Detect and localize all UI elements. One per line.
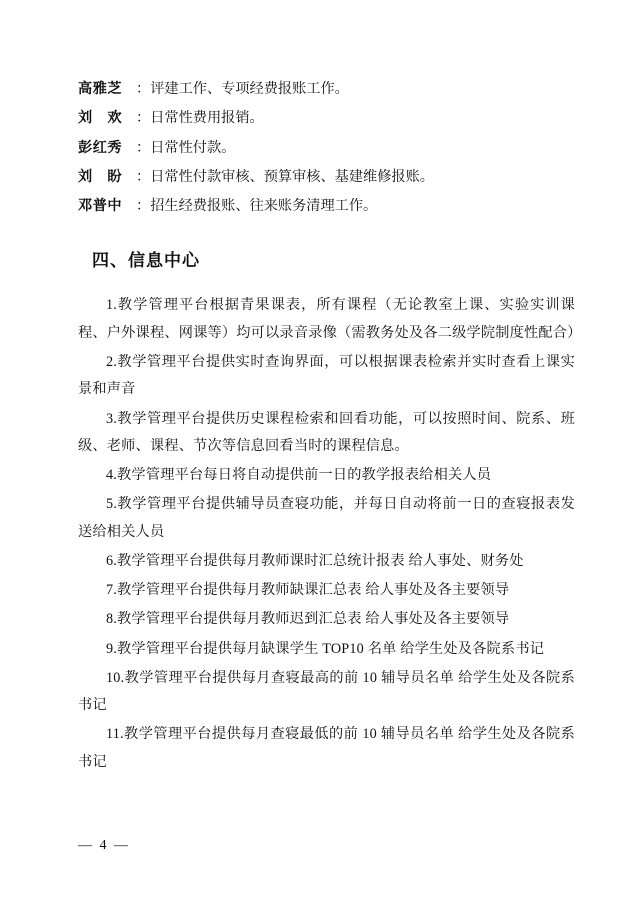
- list-item: 4.教学管理平台每日将自动提供前一日的教学报表给相关人员: [106, 467, 492, 484]
- staff-separator: ：: [136, 139, 151, 156]
- list-item: 9.教学管理平台提供每月缺课学生 TOP10 名单 给学生处及各院系书记: [106, 640, 545, 657]
- staff-separator: ：: [136, 198, 151, 215]
- list-item: 5.教学管理平台提供辅导员查寝功能，并每日自动将前一日的查寝报表发送给相关人员: [78, 496, 575, 540]
- document-body: [78, 76, 582, 776]
- list-item: 1.教学管理平台根据青果课表，所有课程（无论教室上课、实验实训课程、户外课程、网课等）均可以录音录像（需教务处及各二级学院制度性配合）: [78, 297, 582, 341]
- list-item: 8.教学管理平台提供每月教师迟到汇总表 给人事处及各主要领导: [106, 611, 510, 628]
- staff-entry: [78, 164, 575, 190]
- list-item: 3.教学管理平台提供历史课程检索和回看功能，可以按照时间、院系、班级、老师、课程、节次等信息回看当时的课程信息。: [78, 410, 575, 454]
- staff-name: 邓普中: [78, 198, 123, 215]
- staff-entry: [78, 76, 575, 102]
- staff-name: 刘 欢: [78, 110, 123, 127]
- staff-duties: 日常性费用报销。: [150, 110, 264, 127]
- list-item: 11.教学管理平台提供每月查寝最低的前 10 辅导员名单 给学生处及各院系书记: [78, 726, 575, 770]
- section-heading: 四、信息中心: [92, 251, 200, 272]
- list-item: 7.教学管理平台提供每月教师缺课汇总表 给人事处及各主要领导: [106, 582, 510, 599]
- staff-entry: [78, 135, 575, 161]
- staff-duties: 招生经费报账、往来账务清理工作。: [150, 198, 378, 215]
- list-item: 6.教学管理平台提供每月教师课时汇总统计报表 给人事处、财务处: [106, 552, 524, 569]
- page-number: — 4 —: [78, 838, 130, 853]
- staff-duties: 日常性付款。: [150, 139, 236, 156]
- staff-separator: ：: [136, 110, 151, 127]
- list-item: 2.教学管理平台提供实时查询界面，可以根据课表检索并实时查看上课实景和声音: [78, 354, 575, 398]
- staff-duties: 日常性付款审核、预算审核、基建维修报账。: [150, 168, 434, 185]
- staff-separator: ：: [136, 168, 151, 185]
- staff-entry: [78, 105, 575, 131]
- staff-name: 高雅芝: [78, 81, 123, 97]
- staff-entry: [78, 193, 575, 219]
- staff-name: 彭红秀: [78, 139, 123, 156]
- list-item: 10.教学管理平台提供每月查寝最高的前 10 辅导员名单 给学生处及各院系书记: [78, 669, 575, 714]
- staff-duties: 评建工作、专项经费报账工作。: [150, 81, 349, 97]
- staff-name: 刘 盼: [78, 168, 123, 185]
- staff-separator: ：: [136, 81, 151, 97]
